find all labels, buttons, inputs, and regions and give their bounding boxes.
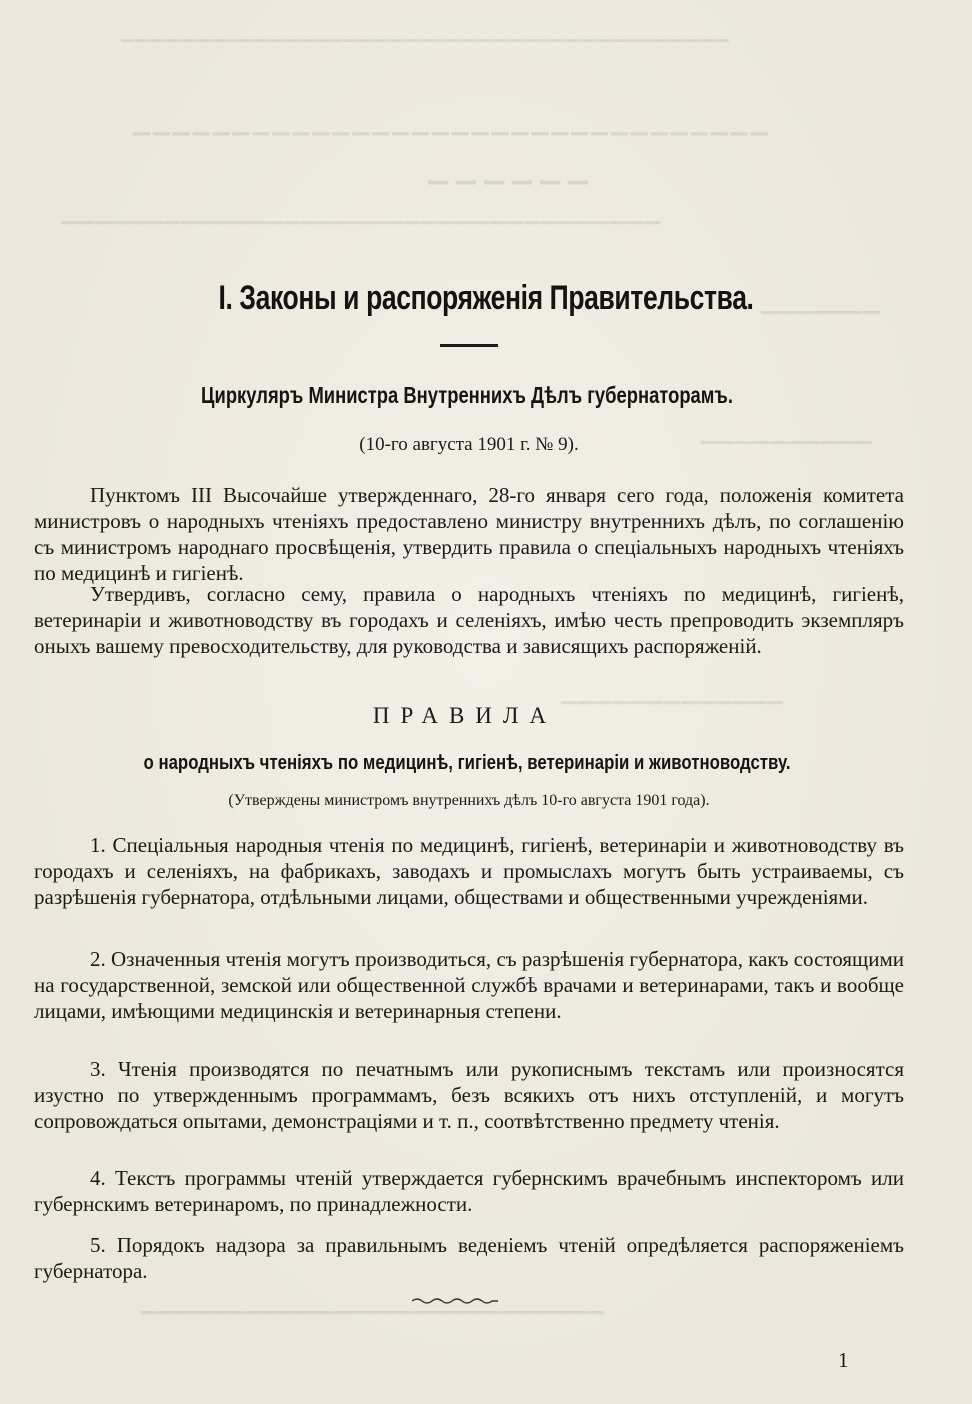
- section-heading: I. Законы и распоряженія Правительства.: [218, 279, 754, 317]
- rule-item-1: 1. Спеціальныя народныя чтенія по медицинѣ, гигіенѣ, ветеринаріи и животноводству въ городахъ и селеніяхъ, на фабрикахъ, заводахъ и промыслахъ могутъ быть устраиваемы, съ разрѣшенія губернатора, отдѣльными лицами, обществами и общественными учрежденіями.: [34, 833, 904, 909]
- page-number: 1: [838, 1348, 849, 1372]
- bleed-through-texture: ▁▁▁▁▁▁▁▁▁▁▁▁▁: [560, 680, 783, 704]
- rules-subtitle: о народныхъ чтеніяхъ по медицинѣ, гигіенѣ, ветеринаріи и животноводству.: [143, 752, 791, 774]
- bleed-through-texture: ▔▔▔▔▔▔▔▔▔▔▔▔▔▔▔▔▔▔▔▔▔▔▔▔▔▔▔▔▔▔▔▔▔▔▔▔▔▔▔▔▔: [120, 40, 729, 60]
- bleed-through-texture: ▁▁▁▁▁▁: [420, 155, 588, 184]
- rule-item-2: 2. Означенныя чтенія могутъ производиться, съ разрѣшенія губернатора, какъ состоящими на государственной, земской или общественной службѣ врачами и ветеринарами, такъ и вообще лицами, имѣющими медицинскія и ветеринарныя степени.: [34, 947, 904, 1023]
- rule-item-3: 3. Чтенія производятся по печатнымъ или рукописнымъ текстамъ или произносятся изустно по утвержденнымъ программамъ, безъ всякихъ отъ нихъ отступленій, и могутъ сопровождаться опытами, демонстраціями и т. п., соотвѣтственно предмету чтенія.: [34, 1057, 904, 1133]
- rules-title: ПРАВИЛА: [372, 703, 558, 728]
- circular-title: Циркуляръ Министра Внутреннихъ Дѣлъ губернаторамъ.: [201, 382, 733, 408]
- bleed-through-texture: ▁▁▁▁▁▁▁: [760, 290, 881, 314]
- rule-item-5: 5. Порядокъ надзора за правильнымъ веденіемъ чтеній опредѣляется распоряженіемъ губернатора.: [34, 1233, 904, 1283]
- rules-approval-note: (Утверждены министромъ внутреннихъ дѣлъ 10-го августа 1901 года).: [228, 792, 710, 809]
- closing-ornament: [412, 1297, 498, 1305]
- bleed-through-texture: ▁▁▁▁▁▁▁▁▁▁▁▁▁▁▁▁▁▁▁▁▁▁▁▁▁▁▁▁▁▁▁▁: [130, 110, 768, 135]
- circular-paragraph-2: Утвердивъ, согласно сему, правила о народныхъ чтеніяхъ по медицинѣ, гигіенѣ, ветеринаріи и животноводству въ городахъ и селеніяхъ, имѣю честь препроводить экземпляръ оныхъ вашему превосходительству, для руководства и зависящихъ распоряженій.: [34, 582, 904, 658]
- bleed-through-texture: ▁▁▁▁▁▁▁▁▁▁▁▁▁▁▁▁▁▁▁▁▁▁▁▁▁▁▁: [140, 1290, 604, 1314]
- rule-item-4: 4. Текстъ программы чтеній утверждается губернскимъ врачебнымъ инспекторомъ или губернскимъ ветеринаромъ, по принадлежности.: [34, 1166, 904, 1216]
- circular-paragraph-1: Пунктомъ III Высочайше утвержденнаго, 28-го января сего года, положенія комитета министровъ о народныхъ чтеніяхъ предоставлено министру внутреннихъ дѣлъ, по соглашенію съ министромъ народнаго просвѣщенія, утвердить правила о спеціальныхъ народныхъ чтеніяхъ по медицинѣ и гигіенѣ.: [34, 483, 904, 585]
- circular-date: (10-го августа 1901 г. № 9).: [359, 434, 579, 455]
- bleed-through-texture: ▁▁▁▁▁▁▁▁▁▁▁▁▁▁▁▁▁▁▁▁▁▁▁▁▁▁▁▁▁▁▁▁▁▁▁: [60, 200, 661, 224]
- bleed-through-texture: ▁▁▁▁▁▁▁▁▁▁: [700, 420, 872, 444]
- heading-divider: [440, 344, 498, 347]
